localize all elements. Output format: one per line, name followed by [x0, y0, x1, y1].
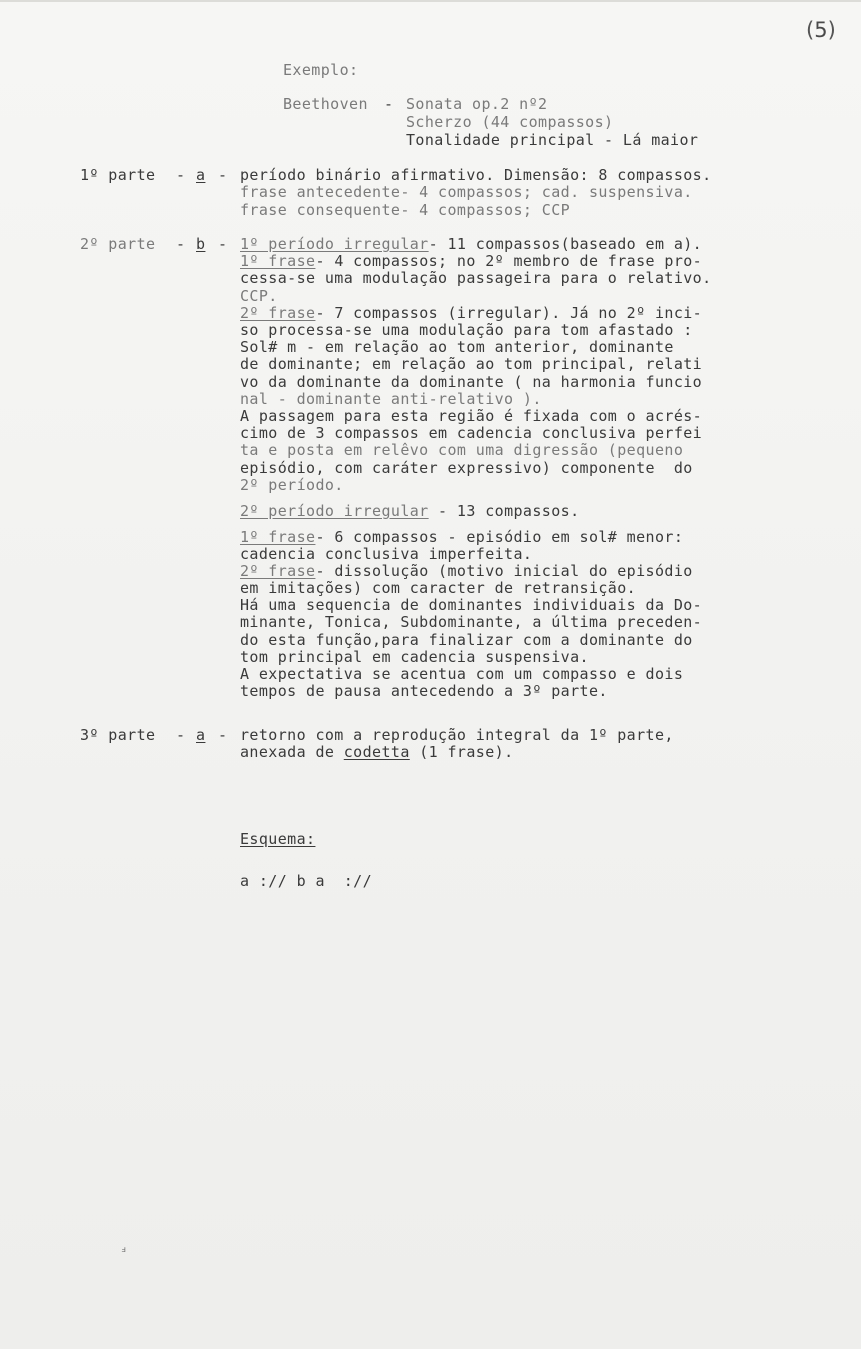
part3-label: 3º parte [80, 726, 156, 744]
text-line: nal - dominante anti-relativo ). [240, 390, 542, 408]
period1-phrase2 [240, 305, 702, 321]
text-line: tempos de pausa antecedendo a 3º parte. [240, 682, 608, 700]
part2-dash2: - [218, 235, 228, 253]
composer-name: Beethoven [283, 95, 368, 113]
phrase-label: 1º frase [240, 528, 316, 546]
text-line: do esta função,para finalizar com a dominante do [240, 631, 693, 649]
part3-line2-end: (1 frase). [409, 743, 514, 761]
text-line: cadencia conclusiva imperfeita. [240, 545, 533, 563]
text-line: tom principal em cadencia suspensiva. [240, 648, 589, 666]
text-line: vo da dominante da dominante ( na harmonia funcio [240, 373, 703, 391]
part2-label: 2º parte [80, 235, 156, 253]
text-line: CCP. [240, 287, 278, 305]
page-number: (5) [806, 18, 836, 42]
phrase-label: 1º frase [240, 252, 316, 270]
page-edge [0, 0, 861, 2]
text-line: so processa-se uma modulação para tom afastado : [240, 321, 693, 339]
text-line: ta e posta em relêvo com uma digressão (pequeno [240, 441, 684, 459]
tonality-line: Tonalidade principal - Lá maior [406, 131, 699, 149]
text-line: em imitações) com caracter de retransição. [240, 579, 637, 597]
text-line: 2º período. [240, 476, 344, 494]
text-line: de dominante; em relação ao tom principal, relati [240, 355, 703, 373]
period1-heading-rest: - 11 compassos(baseado em a). [428, 235, 703, 253]
period2-heading [240, 503, 580, 519]
part1-dash2: - [218, 166, 228, 184]
text-line: minante, Tonica, Subdominante, a última preceden- [240, 613, 703, 631]
text-line: A expectativa se acentua com um compasso e dois [240, 665, 684, 683]
movement-title: Scherzo (44 compassos) [406, 113, 614, 131]
example-label: Exemplo: [283, 61, 359, 79]
part3-line2 [240, 744, 514, 760]
part1-label: 1º parte [80, 166, 156, 184]
esquema-label: Esquema: [240, 830, 316, 848]
part1-line2: frase antecedente- 4 compassos; cad. suspensiva. [240, 183, 693, 201]
period1-phrase1 [240, 253, 702, 269]
phrase-text: - 7 compassos (irregular). Já no 2º inci- [315, 304, 703, 322]
pen-mark: ⅎ [121, 1245, 127, 1255]
phrase-text: - 6 compassos - episódio em sol# menor: [315, 528, 684, 546]
work-title: Sonata op.2 nº2 [406, 95, 548, 113]
period2-heading-rest: - 13 compassos. [428, 502, 580, 520]
phrase-label: 2º frase [240, 562, 316, 580]
part1-dash: - [176, 166, 186, 184]
text-line: cessa-se uma modulação passageira para o relativo. [240, 269, 712, 287]
period2-phrase2 [240, 563, 693, 579]
part1-line3: frase consequente- 4 compassos; CCP [240, 201, 571, 219]
text-line: Sol# m - em relação ao tom anterior, dominante [240, 338, 674, 356]
period2-heading-underlined: 2º período irregular [240, 502, 429, 520]
text-line: episódio, com caráter expressivo) componente do [240, 459, 693, 477]
esquema-formula: a :// b a :// [240, 872, 373, 890]
phrase-label: 2º frase [240, 304, 316, 322]
phrase-text: - dissolução (motivo inicial do episódio [315, 562, 693, 580]
part3-line2-start: anexada de [240, 743, 344, 761]
part3-dash: - [176, 726, 186, 744]
period1-heading [240, 236, 702, 252]
part1-line1: período binário afirmativo. Dimensão: 8 compassos. [240, 166, 712, 184]
text-line: A passagem para esta região é fixada com o acrés- [240, 407, 703, 425]
part3-letter: a [196, 726, 206, 744]
part2-dash: - [176, 235, 186, 253]
part3-line1: retorno com a reprodução integral da 1º parte, [240, 726, 674, 744]
period2-phrase1 [240, 529, 683, 545]
part1-letter: a [196, 166, 206, 184]
phrase-text: - 4 compassos; no 2º membro de frase pro- [315, 252, 703, 270]
text-line: cimo de 3 compassos em cadencia conclusiva perfei [240, 424, 703, 442]
text-line: Há uma sequencia de dominantes individuais da Do- [240, 596, 703, 614]
part3-dash2: - [218, 726, 228, 744]
part2-letter: b [196, 235, 206, 253]
period1-heading-underlined: 1º período irregular [240, 235, 429, 253]
header-dash: - [384, 95, 394, 113]
codetta-word: codetta [343, 743, 410, 761]
